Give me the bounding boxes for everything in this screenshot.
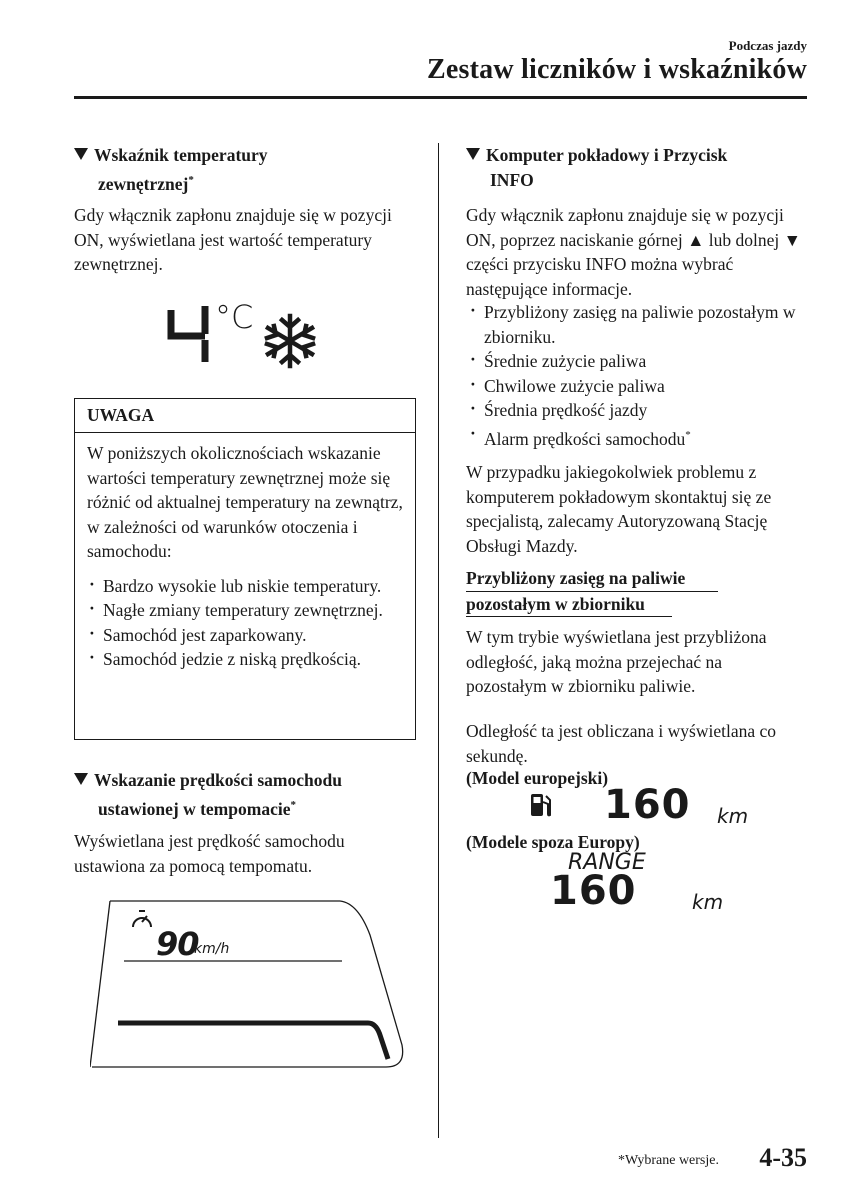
list-item: · Bardzo wysokie lub niskie temperatury. [87, 574, 403, 599]
non-eu-range-unit: km [692, 890, 724, 914]
eu-range-unit: km [717, 804, 749, 828]
footer-note: *Wybrane wersje. [617, 1153, 719, 1168]
list-item: · Samochód jedzie z niską prędkością. [87, 647, 403, 672]
computer-heading: Komputer pokładowy i Przycisk INFO [466, 143, 806, 192]
cruise-speed-display [90, 895, 410, 1075]
down-arrow-icon: ▼ [783, 229, 801, 250]
cruise-speed-unit: km/h [194, 941, 230, 957]
non-eu-model-label: (Modele spoza Europy) [466, 832, 640, 852]
list-item: · Samochód jest zaparkowany. [87, 623, 403, 648]
problem-paragraph: W przypadku jakiegokolwiek problemu z komputerem pokładowym skontaktuj się ze specjalistą, zalecamy Autoryzowaną Stację Obsługi Mazdy. [466, 462, 772, 556]
triangle-down-icon [466, 148, 480, 160]
info-list [468, 300, 798, 451]
list-item: · Chwilowe zużycie paliwa [468, 374, 798, 399]
range-paragraph: W tym trybie wyświetlana jest przybliżona odległość, jaką można przejechać na pozostałym w zbiorniku paliwie. [466, 627, 767, 696]
list-item: · Alarm prędkości samochodu* [468, 423, 798, 451]
list-item: · Średnia prędkość jazdy [468, 398, 798, 423]
caution-title: UWAGA [75, 399, 415, 433]
fuel-pump-icon [530, 792, 552, 823]
underline [466, 616, 672, 617]
temp-paragraph: Gdy włącznik zapłonu znajduje się w pozycji ON, wyświetlana jest wartość temperatury zewnętrznej. [74, 205, 392, 274]
header-rule [74, 96, 807, 99]
speed-heading: Wskazanie prędkości samochodu ustawionej w tempomacie* [74, 768, 429, 821]
temperature-unit: °C [215, 298, 254, 336]
up-arrow-icon: ▲ [687, 229, 705, 250]
range-paragraph-2: Odległość ta jest obliczana i wyświetlana co sekundę. [466, 721, 777, 766]
temperature-display [165, 298, 325, 370]
temp-heading: Wskaźnik temperatury zewnętrznej* [74, 143, 424, 196]
list-item: · Nagłe zmiany temperatury zewnętrznej. [87, 598, 403, 623]
cruise-speed-value: 90 [156, 925, 199, 963]
list-item: · Przybliżony zasięg na paliwie pozostałym w zbiorniku. [468, 300, 798, 349]
list-item: · Średnie zużycie paliwa [468, 349, 798, 374]
caution-intro: W poniższych okolicznościach wskazanie wartości temperatury zewnętrznej może się różnić od aktualnej temperatury na zewnątrz, w zależności od warunków otoczenia i samochodu: [87, 443, 403, 561]
section-label: Podczas jazdy [728, 38, 807, 53]
range-subheading: Przybliżony zasięg na paliwie pozostałym w zbiorniku [466, 566, 720, 617]
eu-model-label: (Model europejski) [466, 768, 609, 788]
range-label: RANGE [568, 850, 646, 875]
triangle-down-icon [74, 773, 88, 785]
snowflake-icon [261, 312, 319, 375]
page-title: Zestaw liczników i wskaźników [427, 54, 807, 85]
column-divider [438, 143, 439, 1138]
eu-range-value: 160 [604, 782, 691, 828]
caution-list [87, 574, 403, 672]
non-eu-range-value: 160 [550, 868, 637, 914]
cruise-control-icon [130, 909, 154, 936]
caution-box [74, 398, 416, 740]
computer-paragraph: Gdy włącznik zapłonu znajduje się w pozycji ON, poprzez naciskanie górnej ▲ lub dolnej ▼ części przycisku INFO można wybrać następujące informacje. [466, 205, 801, 299]
speed-paragraph: Wyświetlana jest prędkość samochodu ustawiona za pomocą tempomatu. [74, 831, 345, 876]
page-number: 4-35 [759, 1143, 807, 1172]
triangle-down-icon [74, 148, 88, 160]
